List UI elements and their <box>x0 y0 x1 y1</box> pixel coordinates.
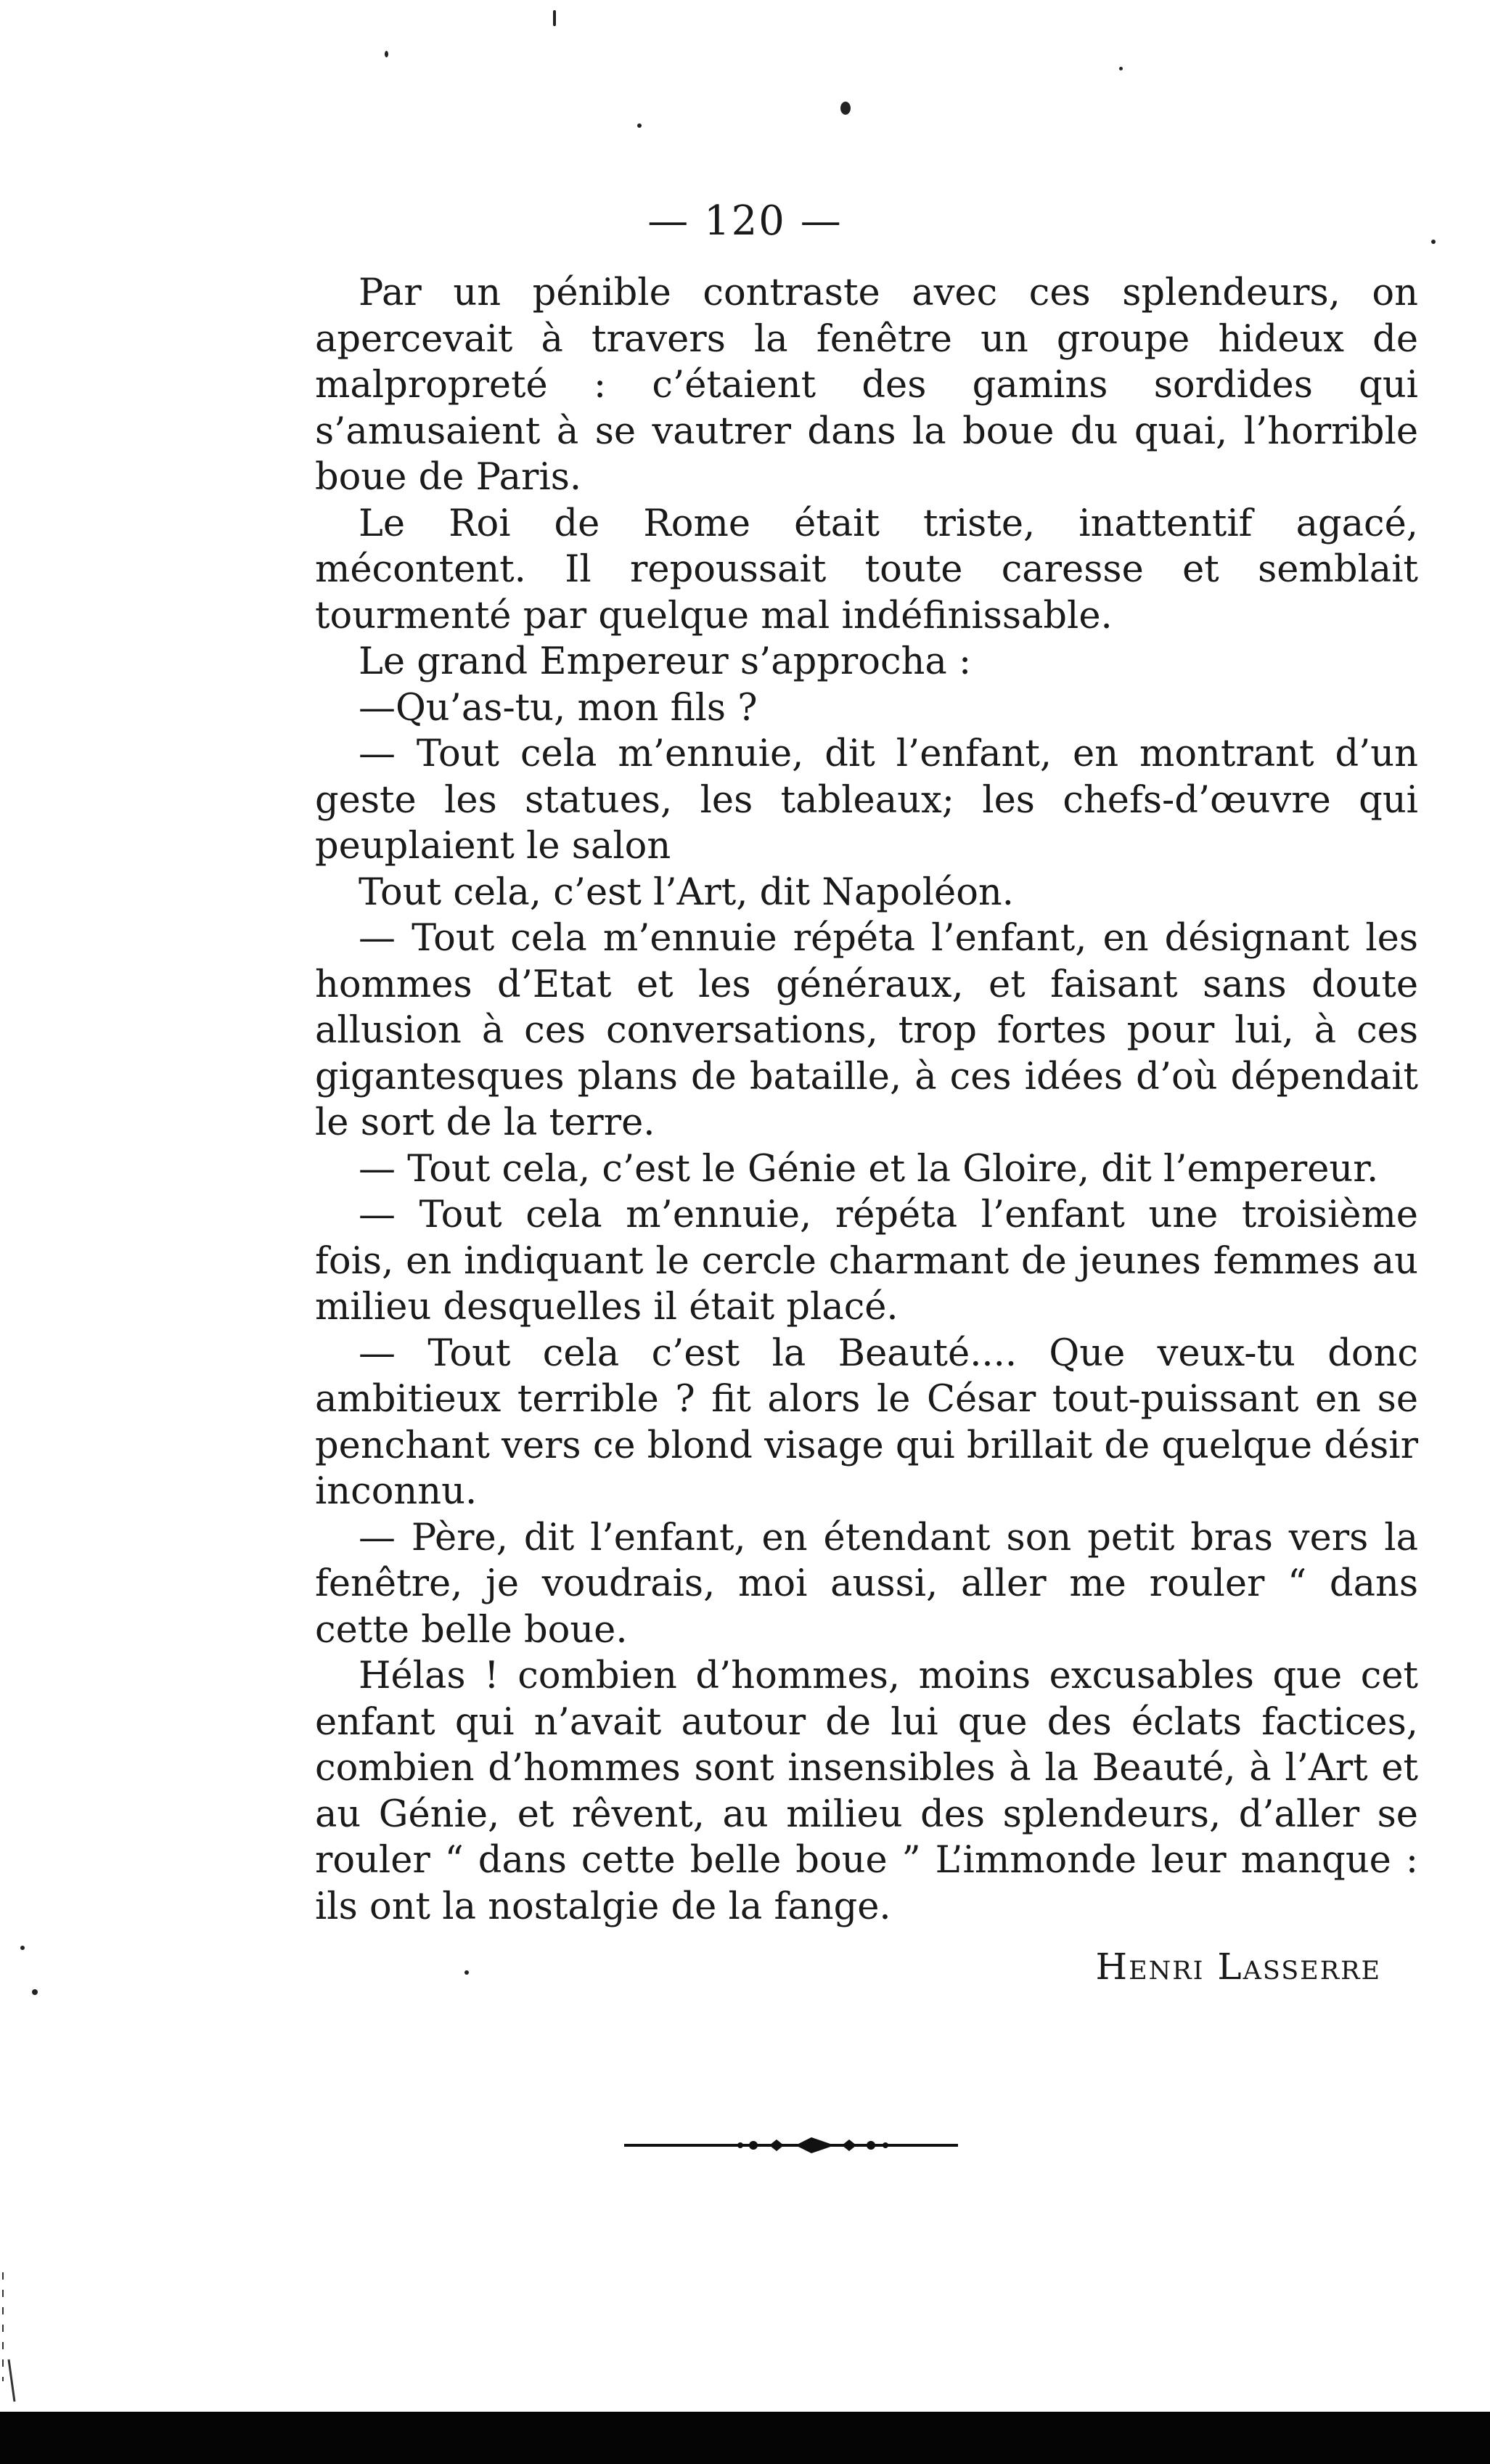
paragraph: — Tout cela m’ennuie, dit l’enfant, en montrant d’un geste les statues, les tableaux; les chefs-d’œuvre qui peuplaient le salon <box>315 733 1418 868</box>
paragraph: Le Roi de Rome était triste, inattentif agacé, mécontent. Il repoussait toute caresse et semblait tourmenté par quelque mal indéfinissable. <box>315 502 1418 637</box>
paragraph: Tout cela, c’est l’Art, dit Napoléon. <box>359 870 1014 914</box>
paragraph: — Tout cela, c’est le Génie et la Gloire, dit l’empereur. <box>359 1147 1379 1191</box>
paragraph: Le grand Empereur s’approcha : <box>359 640 972 683</box>
scan-speck <box>1119 67 1123 70</box>
fleuron-divider-icon <box>624 2131 958 2160</box>
scan-speck <box>32 1989 38 1995</box>
paragraph: — Père, dit l’enfant, en étendant son petit bras vers la fenêtre, je voudrais, moi aussi, aller me rouler “ dans cette belle boue. <box>315 1516 1418 1652</box>
scan-speck <box>637 123 642 128</box>
scan-speck <box>20 1946 25 1950</box>
page-number: — 120 — <box>647 197 843 245</box>
scan-speck <box>553 10 556 26</box>
author-signature: Henri Lasserre <box>1095 1946 1381 1988</box>
scan-speck <box>840 102 851 115</box>
scan-speck <box>464 1970 469 1975</box>
body-text <box>315 270 1418 1930</box>
paragraph: — Tout cela m’ennuie, répéta l’enfant une troisième fois, en indiquant le cercle charmant de jeunes femmes au milieu desquelles il était placé. <box>315 1194 1418 1329</box>
scan-bottom-edge <box>0 2412 1490 2464</box>
paragraph: Par un pénible contraste avec ces splendeurs, on apercevait à travers la fenêtre un groupe hideux de malpropreté : c’étaient des gamins sordides qui s’amusaient à se vautrer dans la boue du quai, l’horrible boue de Paris. <box>315 272 1418 499</box>
paragraph: — Tout cela c’est la Beauté.... Que veux-tu donc ambitieux terrible ? fit alors le César tout-puissant en se penchant vers ce blond visage qui brillait de quelque désir inconnu. <box>315 1331 1418 1513</box>
page-edge-marks <box>0 2272 16 2403</box>
scan-speck <box>385 51 388 57</box>
paragraph: — Tout cela m’ennuie répéta l’enfant, en désignant les hommes d’Etat et les généraux, et faisant sans doute allusion à ces conversations, trop fortes pour lui, à ces gigantesques plans de bataille, à ces idées d’où dépendait le sort de la terre. <box>315 917 1418 1144</box>
paragraph: Hélas ! combien d’hommes, moins excusables que cet enfant qui n’avait autour de lui que des éclats factices, combien d’hommes sont insensibles à la Beauté, à l’Art et au Génie, et rêvent, au milieu des splendeurs, d’aller se rouler “ dans cette belle boue ” L’immonde leur manque : ils ont la nostalgie de la fange. <box>315 1655 1418 1928</box>
paragraph: —Qu’as-tu, mon fils ? <box>359 686 758 730</box>
